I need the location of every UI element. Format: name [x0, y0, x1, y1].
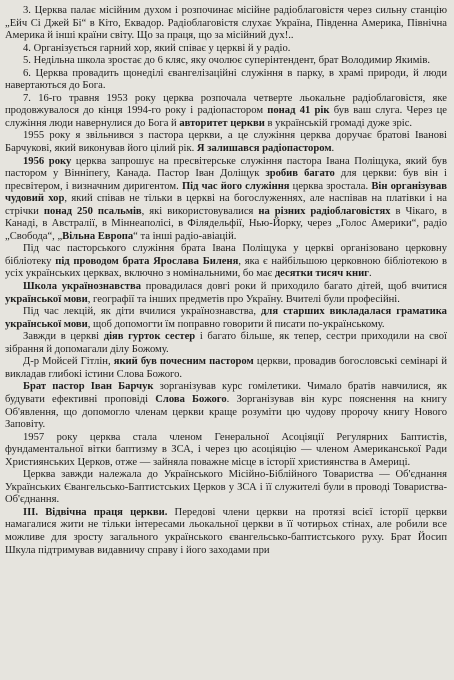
paragraph-1956: 1956 року церква запрошує на пресвітерське служіння пастора Івана Поліщука, який був пастором у Вінніпегу, Канада. Пастор Іван Доліщук зробив багато для церкви: був він і пресвітером, і визначним диригентом. Під час його служіння церква зростала. Він організував чудовий хор, який співав не тільки в церкві на богослуженнях, але наспівав на платівки і на стрічки понад 250 псальмів, які використовувалися на різних радіоблаговістях в Чікаго, в Канаді, в Австралії, в Міннеаполісі, в Філядельфії, Нью-Йорку, через „Голос Америки“, радіо „Свобода“, „Вільна Европа“ та інші радіо-авіацій. — [5, 155, 448, 242]
paragraph-library: Під час пасторського служіння брата Івана Поліщука у церкві організовано церковну бібліотеку під проводом брата Ярослава Биленя, яка є найбільшою церковною бібліотекою в усіх українських церквах, включно з номінальними, бо має десятки тисяч книг. — [5, 243, 448, 280]
paragraph-sisters: Завжди в церкві діяв гурток сестер і багато більше, як тепер, сестри приходили на свої зібрання й допомагали ділу Божому. — [5, 331, 448, 355]
paragraph-gitlin: Д-р Мойсей Гітлін, який був почесним пастором церкви, провадив богословські семінарі й викладав глибокі істини Слова Божого. — [5, 356, 447, 380]
paragraph-item-3: 3. Церква палає місійним духом і розпочинає місійне радіоблаговістя через сильну станцію „Ейч Сі Джей Бі“ в Кіто, Еквадор. Радіоблаговістя слухає Україна, Південна Америка, Північна Америка й інші країни світу. Що за праця, що за місійний дух!.. — [5, 5, 447, 42]
paragraph-homiletics: Брат пастор Іван Барчук зорганізував курс гомілетики. Чимало братів навчилися, як будувати ефективні проповіді Слова Божого. Зорганізував він курс пояснення на книгу Об'явлення, що допомогло членам церкви краще розуміти цю чудову пророчу книгу Нового Заповіту. — [5, 381, 447, 431]
paragraph-1957: 1957 року церква стала членом Генеральної Асоціяції Регулярних Баптистів, фундаментальної вітки баптизму в ЗСА, і через цю асоціяцію — членом Американської Ради Християнських Церков, отже — зайняла поважне місце в історії християнства в Америці. — [5, 431, 447, 468]
paragraph-school: Школа українознавства провадилася довгі роки й приходило багато дітей, щоб вчитися української мови, географії та інших предметів про Україну. Вчителі були професійні. — [5, 281, 447, 305]
paragraph-mission-society: Церква завжди належала до Українського Місійно-Біблійного Товариства — Об'єднання Українських Євангельсько-Баптистських Церков у ЗСА і її служителі були в проводі Товариства-Об'єднання. — [5, 469, 447, 506]
paragraph-item-4: 4. Організується гарний хор, який співає у церкві й у радіо. — [23, 42, 291, 54]
paragraph-lectures: Під час лекцій, як діти вчилися українознавства, для старших викладалася граматика української мови, щоб допомогти їм поправно говорити й писати по-українському. — [5, 306, 447, 330]
paragraph-section-iii: ІІІ. Відвічна праця церкви. Передові члени церкви на протязі всієї історії церкви намагалися жити не тільки інтересами льокальної церкви в її чотирьох стінах, але робили все можливе для зросту загального українського євангельсько-баптистського руху. Брат Йосип Шкула підтримував видавничу справу і його заходами при — [5, 506, 447, 556]
paragraph-item-7: 7. 16-го травня 1953 року церква розпочала четверте льокальне радіоблаговістя, яке продовжувалося до кінця 1994-го року і радіопастором понад 41 рік був ваш слуга. Через це служіння люди навернулися до Бога й авторитет церкви в українській громаді дуже зріс. — [5, 92, 447, 129]
paragraph-item-5: 5. Недільна школа зростає до 6 кляс, яку очолює суперінтендент, брат Володимир Якимів. — [23, 55, 431, 67]
paragraph-item-6: 6. Церква провадить щонеділі євангелізаційні служіння в парку, в храмі природи, й люди навертаються до Бога. — [5, 67, 447, 92]
paragraph-1955: 1955 року я звільнився з пастора церкви, а це служіння церква доручає братові Іванові Барчукові, який виконував його цілий рік. Я залишався радіопастором. — [5, 130, 447, 155]
